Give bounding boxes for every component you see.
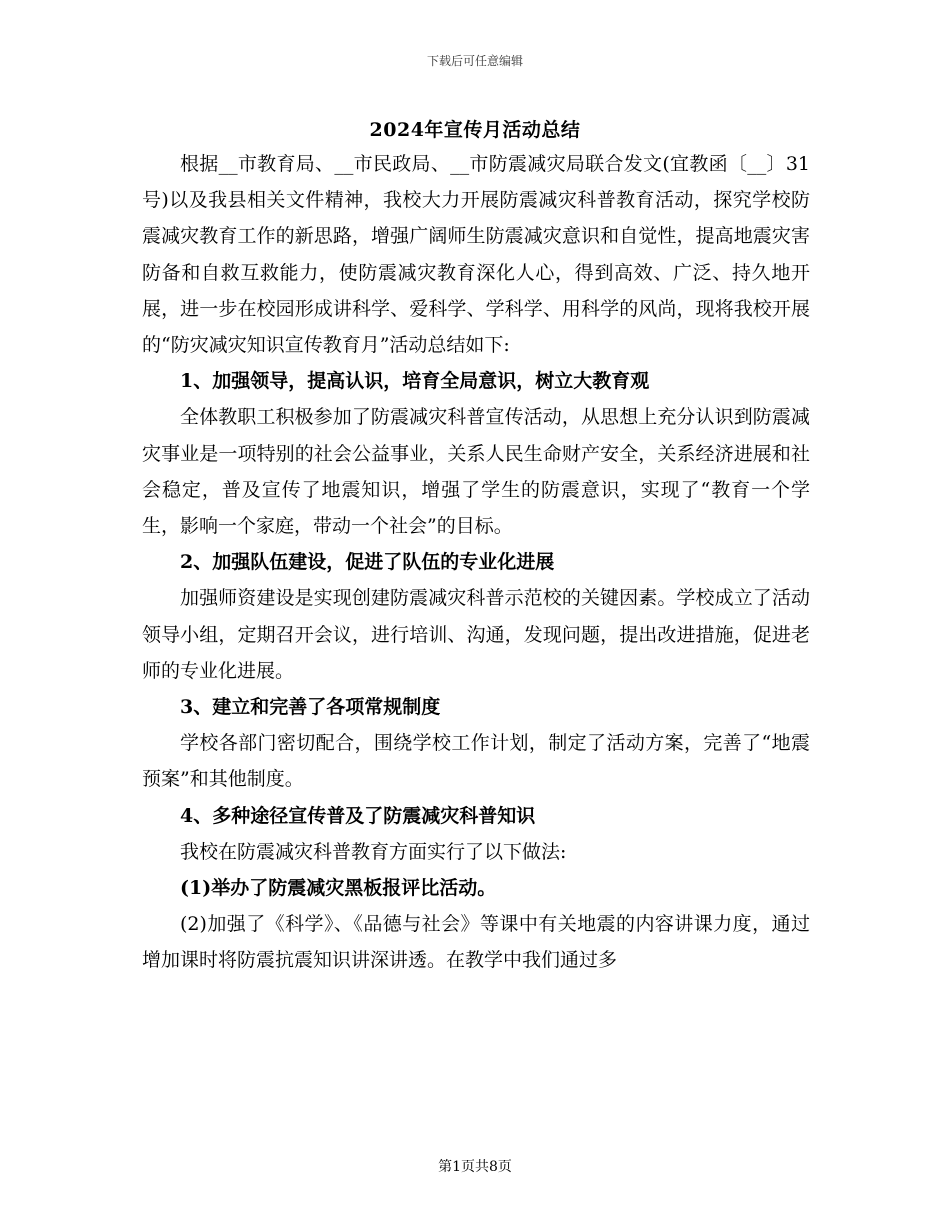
intro-paragraph: 根据__市教育局、__市民政局、__市防震减灾局联合发文(宜教函〔__〕31号)以及我县相关文件精神，我校大力开展防震减灾科普教育活动，探究学校防震减灾教育工作的新思路，增强广阔师生防震减灾意识和自觉性，提高地震灾害防备和自救互救能力，使防震减灾教育深化人心，得到高效、广泛、持久地开展，进一步在校园形成讲科学、爱科学、学科学、用科学的风尚，现将我校开展的“防灾减灾知识宣传教育月”活动总结如下: <box>142 153 810 357</box>
section-paragraph-1: 全体教职工积极参加了防震减灾科普宣传活动，从思想上充分认识到防震减灾事业是一项特别的社会公益事业，关系人民生命财产安全，关系经济进展和社会稳定，普及宣传了地震知识，增强了学生的防震意识，实现了“教育一个学生，影响一个家庭，带动一个社会”的目标。 <box>142 406 810 538</box>
list-item-1: (1)举办了防震减灾黑板报评比活动。 <box>180 877 497 900</box>
section-paragraph-2: 加强师资建设是实现创建防震减灾科普示范校的关键因素。学校成立了活动领导小组，定期召开会议，进行培训、沟通，发现问题，提出改进措施，促进老师的专业化进展。 <box>142 587 810 682</box>
section-heading-2: 2、加强队伍建设，促进了队伍的专业化进展 <box>180 551 555 574</box>
page-number: 第1页共8页 <box>438 1159 512 1175</box>
section-heading-4: 4、多种途径宣传普及了防震减灾科普知识 <box>180 804 536 827</box>
document-title: 2024年宣传月活动总结 <box>369 119 581 141</box>
section-heading-3: 3、建立和完善了各项常规制度 <box>180 696 441 719</box>
section-heading-1: 1、加强领导，提高认识，培育全局意识，树立大教育观 <box>180 370 650 393</box>
section-paragraph-3: 学校各部门密切配合，围绕学校工作计划，制定了活动方案，完善了“地震预案”和其他制度。 <box>142 732 810 791</box>
section-paragraph-4: 我校在防震减灾科普教育方面实行了以下做法: <box>180 840 567 863</box>
document-body <box>142 146 810 979</box>
list-item-2: (2)加强了《科学》、《品德与社会》等课中有关地震的内容讲课力度，通过增加课时将防震抗震知识讲深讲透。在教学中我们通过多 <box>142 913 810 972</box>
page-header: 下载后可任意编辑 <box>426 54 523 68</box>
